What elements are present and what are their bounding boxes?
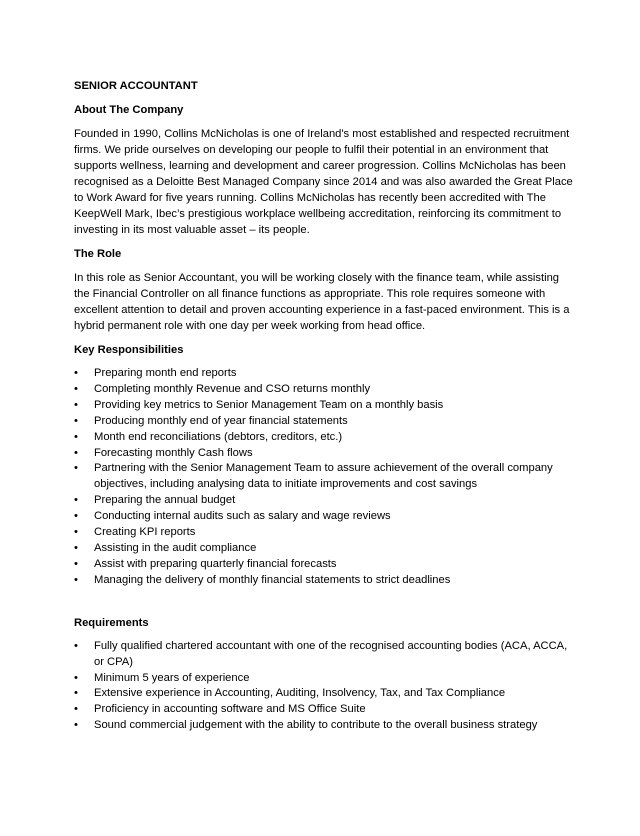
role-heading: The Role <box>74 248 122 260</box>
list-item-text: Assist with preparing quarterly financial forecasts <box>94 557 337 570</box>
list-item <box>74 446 574 462</box>
list-item-text: Month end reconciliations (debtors, creditors, etc.) <box>94 430 343 443</box>
list-item-text: Completing monthly Revenue and CSO returns monthly <box>94 382 371 395</box>
list-item <box>74 509 574 525</box>
bullet-icon: • <box>74 367 78 379</box>
list-item <box>74 398 574 414</box>
about-heading: About The Company <box>74 104 184 116</box>
list-item-text: Sound commercial judgement with the ability to contribute to the overall business strategy <box>94 719 538 732</box>
list-item <box>74 557 574 573</box>
list-item-text: Minimum 5 years of experience <box>94 671 250 684</box>
bullet-icon: • <box>74 703 78 716</box>
bullet-icon: • <box>74 719 78 732</box>
list-item-text: Partnering with the Senior Management Team to assure achievement of the overall company objectives, including analysing data to initiate improvements and cost savings <box>94 462 553 491</box>
list-item-text: Proficiency in accounting software and MS Office Suite <box>94 703 366 716</box>
list-item-text: Fully qualified chartered accountant with one of the recognised accounting bodies (ACA, ACCA, or CPA) <box>94 639 568 668</box>
list-item <box>74 382 574 398</box>
bullet-icon: • <box>74 430 78 443</box>
list-item-text: Conducting internal audits such as salary and wage reviews <box>94 510 391 523</box>
bullet-icon: • <box>74 671 78 684</box>
list-item-text: Forecasting monthly Cash flows <box>94 446 253 459</box>
list-item <box>74 718 574 734</box>
bullet-icon: • <box>74 414 78 427</box>
list-item <box>74 414 574 430</box>
list-item-text: Producing monthly end of year financial statements <box>94 414 348 427</box>
list-item-text: Assisting in the audit compliance <box>94 541 257 554</box>
bullet-icon: • <box>74 639 78 652</box>
list-item-text: Extensive experience in Accounting, Auditing, Insolvency, Tax, and Tax Compliance <box>94 687 506 700</box>
bullet-icon: • <box>74 687 78 700</box>
responsibilities-heading: Key Responsibilities <box>74 344 184 356</box>
list-item-text: Preparing the annual budget <box>94 494 236 507</box>
section-spacer <box>74 589 574 615</box>
list-item-text: Managing the delivery of monthly financial statements to strict deadlines <box>94 573 451 586</box>
bullet-icon: • <box>74 494 78 507</box>
list-item <box>74 525 574 541</box>
list-item <box>74 493 574 509</box>
bullet-icon: • <box>74 462 78 475</box>
list-item <box>74 366 574 382</box>
role-paragraph: In this role as Senior Accountant, you will be working closely with the finance team, while assisting the Financial Controller on all finance functions as appropriate. This role requires someone with excellent attention to detail and proven accounting experience in a fast-paced environment. This is a hybrid permanent role with one day per week working from head office. <box>74 272 570 332</box>
responsibilities-list <box>74 366 574 589</box>
list-item <box>74 461 574 493</box>
list-item <box>74 639 574 671</box>
list-item <box>74 671 574 687</box>
bullet-icon: • <box>74 557 78 570</box>
list-item-text: Preparing month end reports <box>94 367 237 379</box>
bullet-icon: • <box>74 510 78 523</box>
requirements-heading: Requirements <box>74 616 149 629</box>
about-paragraph: Founded in 1990, Collins McNicholas is one of Ireland's most established and respected recruitment firms. We pride ourselves on developing our people to fulfil their potential in an environment that supports wellness, learning and development and career progression. Collins McNicholas has been recognised as a Deloitte Best Managed Company since 2014 and was also awarded the Great Place to Work Award for five years running. Collins McNicholas has recently been accredited with The KeepWell Mark, Ibec’s prestigious workplace wellbeing accreditation, reinforcing its commitment to investing in its most valuable asset – its people. <box>74 128 573 236</box>
bullet-icon: • <box>74 541 78 554</box>
document-page <box>74 78 574 734</box>
bullet-icon: • <box>74 382 78 395</box>
bullet-icon: • <box>74 573 78 586</box>
bullet-icon: • <box>74 446 78 459</box>
bullet-icon: • <box>74 398 78 411</box>
list-item <box>74 541 574 557</box>
list-item <box>74 430 574 446</box>
list-item-text: Providing key metrics to Senior Management Team on a monthly basis <box>94 398 444 411</box>
bullet-icon: • <box>74 526 78 539</box>
requirements-list <box>74 639 574 734</box>
list-item <box>74 702 574 718</box>
document-title: SENIOR ACCOUNTANT <box>74 80 198 92</box>
list-item <box>74 686 574 702</box>
list-item <box>74 573 574 589</box>
list-item-text: Creating KPI reports <box>94 526 196 539</box>
